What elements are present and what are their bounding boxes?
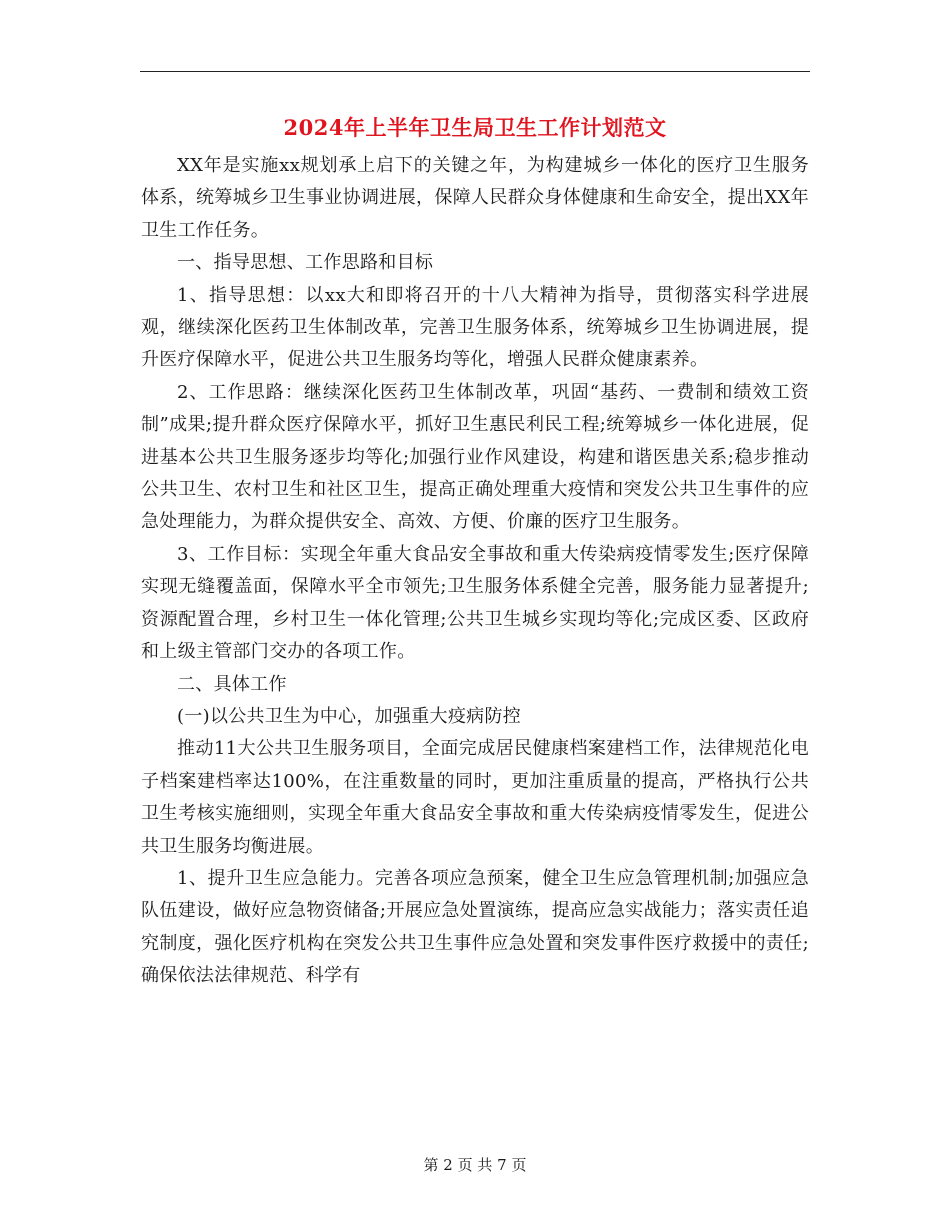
guiding-ideology-paragraph: 1、指导思想：以xx大和即将召开的十八大精神为指导，贯彻落实科学进展观，继续深化医药卫生体制改革，完善卫生服务体系，统筹城乡卫生协调进展，提升医疗保障水平，促进公共卫生服务均等化，增强人民群众健康素养。 xyxy=(141,284,809,371)
document-title: 2024年上半年卫生局卫生工作计划范文 xyxy=(283,115,667,140)
header-rule xyxy=(140,71,810,72)
section-heading-1: 一、指导思想、工作思路和目标 xyxy=(177,252,434,274)
document-body xyxy=(141,150,809,993)
intro-paragraph: XX年是实施xx规划承上启下的关键之年，为构建城乡一体化的医疗卫生服务体系，统筹城乡卫生事业协调进展，保障人民群众身体健康和生命安全，提出XX年卫生工作任务。 xyxy=(141,155,809,241)
page-number-footer: 第 2 页 共 7 页 xyxy=(423,1156,527,1174)
subsection-heading-1: (一)以公共卫生为中心，加强重大疫病防控 xyxy=(177,705,522,727)
work-goals-paragraph: 3、工作目标：实现全年重大食品安全事故和重大传染病疫情零发生;医疗保障实现无缝覆盖面，保障水平全市领先;卫生服务体系健全完善，服务能力显著提升;资源配置合理，乡村卫生一体化管理;公共卫生城乡实现均等化;完成区委、区政府和上级主管部门交办的各项工作。 xyxy=(141,543,809,663)
work-approach-paragraph: 2、工作思路：继续深化医药卫生体制改革，巩固“基药、一费制和绩效工资制”成果;提升群众医疗保障水平，抓好卫生惠民利民工程;统筹城乡一体化进展，促进基本公共卫生服务逐步均等化;加强行业作风建设，构建和谐医患关系;稳步推动公共卫生、农村卫生和社区卫生，提高正确处理重大疫情和突发公共卫生事件的应急处理能力，为群众提供安全、高效、方便、价廉的医疗卫生服务。 xyxy=(141,381,809,533)
emergency-capacity-paragraph: 1、提升卫生应急能力。完善各项应急预案，健全卫生应急管理机制;加强应急队伍建设，做好应急物资储备;开展应急处置演练，提高应急实战能力；落实责任追究制度，强化医疗机构在突发公共卫生事件应急处置和突发事件医疗救援中的责任;确保依法法律规范、科学有 xyxy=(141,867,809,987)
public-health-paragraph: 推动11大公共卫生服务项目，全面完成居民健康档案建档工作，法律规范化电子档案建档率达100%，在注重数量的同时，更加注重质量的提高，严格执行公共卫生考核实施细则，实现全年重大食品安全事故和重大传染病疫情零发生，促进公共卫生服务均衡进展。 xyxy=(141,738,809,857)
section-heading-2: 二、具体工作 xyxy=(177,673,287,695)
